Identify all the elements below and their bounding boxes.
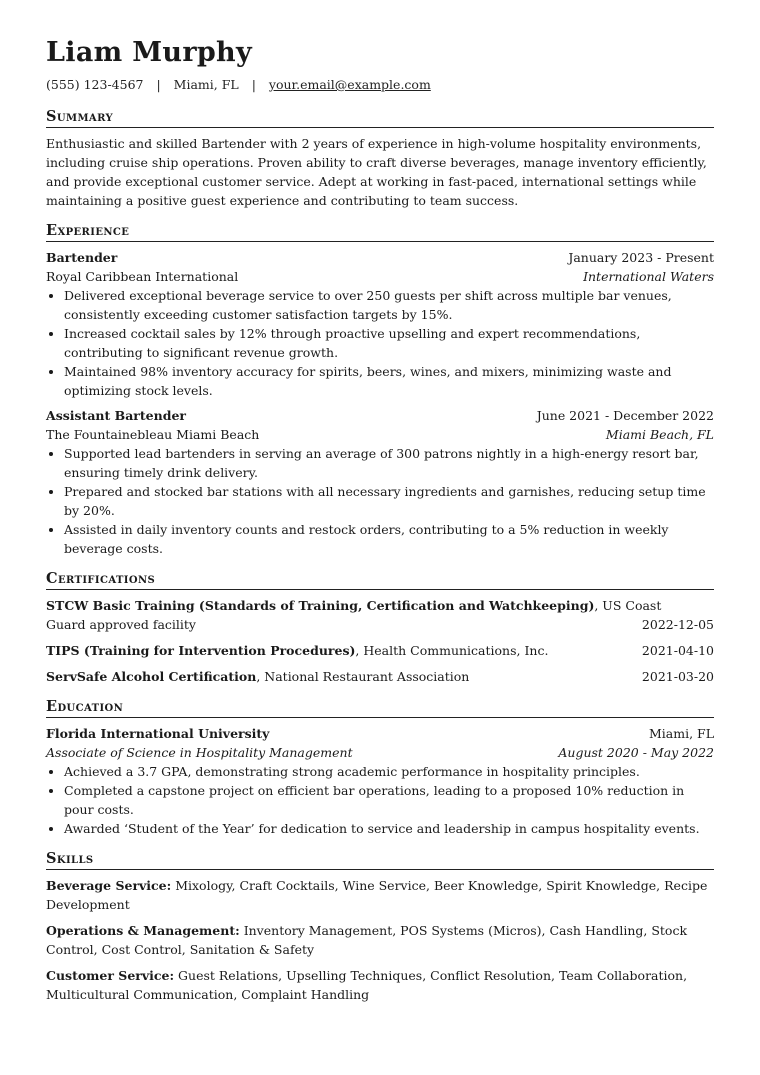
school-location: Miami, FL — [648, 726, 714, 741]
cert-name: TIPS (Training for Intervention Procedures) — [46, 643, 356, 658]
skill-values: Inventory Management, POS Systems (Micros), Cash Handling, Stock Control, Cost Control, Sanitation & Safety — [46, 923, 688, 957]
skill-values: Guest Relations, Upselling Techniques, Conflict Resolution, Team Collaboration, Multicultural Communication, Complaint Handling — [46, 968, 688, 1002]
cert-name: STCW Basic Training (Standards of Training, Certification and Watchkeeping) — [46, 598, 595, 613]
job-location: International Waters — [583, 269, 714, 284]
bullet-item: • Delivered exceptional beverage service to over 250 guests per shift across multiple bar venues, consistently exceeding customer satisfaction targets by 15%. — [64, 286, 714, 324]
job-role: Assistant Bartender — [46, 408, 186, 423]
certification-entry — [46, 596, 714, 634]
location: Miami, FL — [173, 77, 239, 92]
certification-entry — [46, 641, 714, 660]
degree: Associate of Science in Hospitality Management — [46, 745, 353, 760]
bullet-item: • Supported lead bartenders in serving an average of 300 patrons nightly in a high-energy resort bar, ensuring timely drink delivery. — [64, 444, 714, 482]
job-dates: June 2021 - December 2022 — [536, 408, 714, 423]
job-company: Royal Caribbean International — [46, 269, 239, 284]
cert-date: 2021-04-10 — [641, 643, 714, 658]
skill-label: Beverage Service: — [46, 878, 172, 893]
bullet-item: • Maintained 98% inventory accuracy for spirits, beers, wines, and mixers, minimizing waste and optimizing stock levels. — [64, 362, 714, 400]
bullet-item: • Assisted in daily inventory counts and restock orders, contributing to a 5% reduction in weekly beverage costs. — [64, 520, 714, 558]
skill-group — [46, 876, 714, 914]
job-dates: January 2023 - Present — [568, 250, 714, 265]
phone-number: (555) 123-4567 — [46, 77, 144, 92]
bullet-item: • Increased cocktail sales by 12% through proactive upselling and expert recommendations, contributing to significant revenue growth. — [64, 324, 714, 362]
skill-group — [46, 921, 714, 959]
cert-issuer: , US Coast — [594, 598, 662, 613]
summary-text: Enthusiastic and skilled Bartender with 2 years of experience in high-volume hospitality environments, including cruise ship operations. Proven ability to craft diverse beverages, manage inventory efficiently, and provide exceptional customer service. Adept at working in fast-paced, international settings while maintaining a positive guest experience and contributing to team success. — [46, 136, 707, 208]
section-title-education: Education — [46, 698, 714, 718]
contact-separator: | — [251, 77, 256, 92]
bullet-item: • Awarded ‘Student of the Year’ for dedication to service and leadership in campus hospitality events. — [64, 819, 714, 838]
section-title-certifications: Certifications — [46, 570, 714, 590]
job-bullets — [46, 286, 714, 400]
school-name: Florida International University — [46, 726, 270, 741]
job-location: Miami Beach, FL — [605, 427, 714, 442]
bullet-item: • Achieved a 3.7 GPA, demonstrating strong academic performance in hospitality principles. — [64, 762, 714, 781]
bullet-item: • Prepared and stocked bar stations with all necessary ingredients and garnishes, reducing setup time by 20%. — [64, 482, 714, 520]
section-title-skills: Skills — [46, 850, 714, 870]
job-entry — [46, 406, 714, 558]
bullet-item: • Completed a capstone project on efficient bar operations, leading to a proposed 10% reduction in pour costs. — [64, 781, 714, 819]
education-bullets — [46, 762, 714, 838]
skill-label: Operations & Management: — [46, 923, 240, 938]
education-dates: August 2020 - May 2022 — [558, 745, 714, 760]
skill-label: Customer Service: — [46, 968, 175, 983]
cert-issuer-cont: Guard approved facility — [46, 617, 196, 632]
job-entry — [46, 248, 714, 400]
contact-separator: | — [156, 77, 161, 92]
cert-name: ServSafe Alcohol Certification — [46, 669, 257, 684]
cert-date: 2022-12-05 — [641, 617, 714, 632]
section-title-experience: Experience — [46, 222, 714, 242]
section-title-summary: Summary — [46, 108, 714, 128]
job-role: Bartender — [46, 250, 118, 265]
email-link[interactable]: your.email@example.com — [268, 77, 431, 92]
skill-values: Mixology, Craft Cocktails, Wine Service, Beer Knowledge, Spirit Knowledge, Recipe Development — [46, 878, 708, 912]
job-company: The Fountainebleau Miami Beach — [46, 427, 260, 442]
contact-line — [46, 76, 714, 94]
cert-date: 2021-03-20 — [641, 669, 714, 684]
job-bullets — [46, 444, 714, 558]
certification-entry — [46, 667, 714, 686]
cert-issuer: , Health Communications, Inc. — [355, 643, 549, 658]
skill-group — [46, 966, 714, 1004]
cert-issuer: , National Restaurant Association — [256, 669, 470, 684]
candidate-name: Liam Murphy — [46, 37, 252, 68]
